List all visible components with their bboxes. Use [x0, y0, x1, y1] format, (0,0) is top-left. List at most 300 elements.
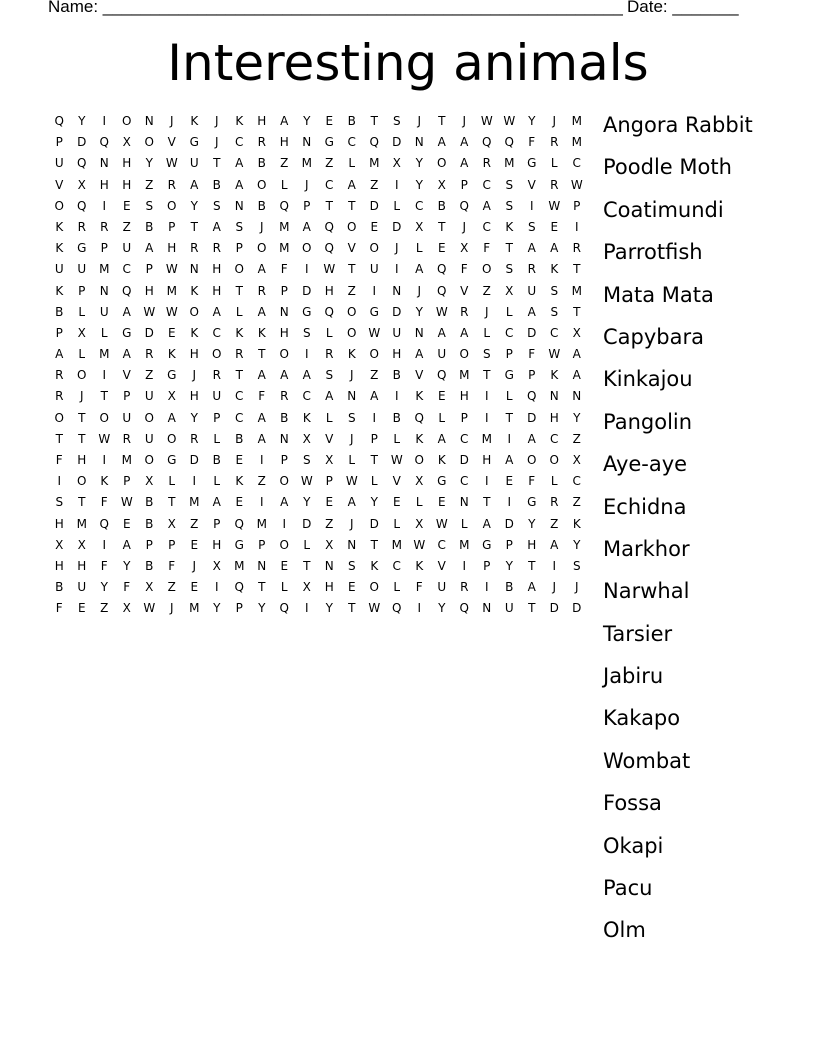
grid-letter: I [507, 431, 512, 446]
grid-letter: P [78, 283, 86, 298]
grid-letter: R [550, 135, 559, 150]
grid-letter: B [55, 304, 64, 319]
grid-letter: L [415, 495, 423, 510]
grid-letter: V [347, 241, 356, 256]
grid-letter: T [438, 114, 446, 128]
name-field-label: Name: _______________________________________________________ [48, 0, 623, 16]
grid-letter: Z [257, 474, 266, 489]
grid-letter: U [504, 601, 514, 616]
word-list-item: Pacu [603, 876, 653, 901]
grid-letter: D [369, 516, 379, 531]
grid-letter: G [302, 304, 312, 319]
grid-letter: M [189, 601, 200, 616]
grid-letter: H [212, 262, 222, 277]
grid-letter: A [460, 325, 469, 340]
grid-letter: I [462, 558, 467, 573]
grid-letter: F [258, 389, 266, 404]
grid-letter: A [415, 262, 424, 277]
grid-letter: H [167, 241, 177, 256]
grid-letter: I [529, 198, 534, 213]
grid-letter: T [483, 368, 491, 383]
grid-letter: A [145, 241, 154, 256]
grid-letter: Q [99, 135, 109, 150]
grid-letter: X [145, 474, 154, 489]
grid-letter: Q [122, 283, 132, 298]
grid-letter: E [392, 495, 401, 510]
grid-letter: H [324, 283, 334, 298]
grid-letter: H [212, 537, 222, 552]
grid-letter: D [392, 135, 402, 150]
grid-letter: K [235, 325, 244, 340]
grid-letter: V [392, 474, 401, 489]
word-list-item: Narwhal [603, 579, 690, 604]
grid-letter: A [167, 410, 176, 425]
grid-letter: O [122, 114, 132, 128]
grid-letter: U [77, 262, 87, 277]
grid-letter: X [77, 325, 86, 340]
grid-letter: Q [437, 262, 447, 277]
grid-letter: F [528, 347, 536, 362]
grid-letter: M [459, 537, 470, 552]
grid-letter: V [460, 283, 469, 298]
grid-letter: Z [145, 368, 154, 383]
grid-letter: X [167, 516, 176, 531]
word-list [603, 104, 753, 952]
grid-letter: E [190, 580, 199, 595]
grid-letter: P [145, 262, 153, 277]
grid-letter: X [77, 537, 86, 552]
grid-letter: A [370, 389, 379, 404]
grid-letter: D [504, 516, 514, 531]
grid-letter: I [394, 389, 399, 404]
grid-letter: Y [145, 156, 153, 171]
grid-letter: W [98, 431, 111, 446]
grid-letter: E [325, 114, 334, 128]
grid-letter: R [55, 368, 64, 383]
grid-letter: J [169, 114, 174, 128]
grid-letter: X [415, 516, 424, 531]
grid-letter: M [301, 156, 312, 171]
grid-letter: H [189, 389, 199, 404]
grid-letter: W [390, 453, 403, 467]
grid-letter: S [347, 410, 356, 425]
grid-letter: J [349, 431, 354, 446]
grid-letter: G [234, 537, 244, 552]
grid-letter: U [54, 262, 64, 277]
grid-letter: E [77, 601, 86, 616]
grid-letter: I [214, 580, 219, 595]
grid-letter: C [482, 219, 491, 234]
grid-letter: J [192, 558, 197, 573]
grid-letter: J [462, 114, 467, 128]
grid-letter: L [550, 474, 558, 489]
grid-letter: L [393, 516, 401, 531]
grid-letter: K [190, 325, 199, 340]
grid-letter: Z [370, 177, 379, 192]
grid-letter: G [527, 156, 537, 171]
grid-letter: H [54, 558, 64, 573]
grid-letter: P [168, 537, 176, 552]
grid-letter: A [212, 495, 221, 510]
grid-letter: R [167, 177, 176, 192]
grid-letter: I [102, 368, 107, 383]
grid-letter: M [166, 283, 177, 298]
grid-letter: K [415, 431, 424, 446]
grid-letter: N [482, 601, 492, 616]
grid-letter: F [528, 474, 536, 489]
grid-letter: G [527, 495, 537, 510]
grid-letter: L [483, 325, 491, 340]
grid-letter: G [482, 537, 492, 552]
grid-letter: O [144, 135, 154, 150]
grid-letter: Z [325, 516, 334, 531]
grid-letter: O [369, 580, 379, 595]
grid-letter: P [460, 410, 468, 425]
grid-letter: Z [122, 219, 131, 234]
grid-letter: Q [527, 389, 537, 404]
grid-letter: I [192, 474, 197, 489]
grid-letter: J [214, 114, 219, 128]
word-list-item: Mata Mata [603, 282, 714, 307]
grid-letter: T [213, 156, 221, 171]
grid-letter: N [99, 156, 109, 171]
grid-letter: H [77, 453, 87, 467]
grid-letter: Z [325, 156, 334, 171]
grid-letter: Z [370, 368, 379, 383]
grid-letter: P [483, 558, 491, 573]
grid-letter: N [189, 262, 199, 277]
grid-letter: G [437, 474, 447, 489]
grid-letter: F [280, 262, 288, 277]
grid-letter: Z [482, 283, 491, 298]
grid-letter: O [54, 198, 64, 213]
grid-letter: M [279, 241, 290, 256]
grid-letter: L [505, 304, 513, 319]
grid-letter: L [168, 474, 176, 489]
grid-letter: S [572, 558, 581, 573]
grid-letter: A [482, 198, 491, 213]
grid-letter: A [572, 368, 581, 383]
grid-letter: Z [190, 516, 199, 531]
grid-letter: K [550, 262, 559, 277]
grid-letter: Y [190, 198, 198, 213]
grid-letter: U [527, 283, 537, 298]
grid-letter: P [460, 177, 468, 192]
grid-letter: A [460, 135, 469, 150]
grid-letter: O [279, 474, 289, 489]
grid-letter: Q [369, 135, 379, 150]
grid-letter: U [144, 431, 154, 446]
grid-letter: J [349, 368, 354, 383]
grid-letter: X [415, 219, 424, 234]
grid-letter: B [257, 156, 266, 171]
grid-letter: K [572, 516, 581, 531]
grid-letter: Z [100, 601, 109, 616]
grid-letter: F [100, 495, 108, 510]
grid-letter: O [234, 262, 244, 277]
grid-letter: H [549, 410, 559, 425]
grid-letter: G [77, 241, 87, 256]
grid-letter: N [99, 283, 109, 298]
grid-letter: X [212, 558, 221, 573]
grid-letter: H [279, 325, 289, 340]
grid-letter: X [302, 431, 311, 446]
grid-letter: Y [415, 304, 423, 319]
grid-letter: C [460, 431, 469, 446]
grid-letter: X [460, 241, 469, 256]
grid-letter: S [505, 262, 514, 277]
grid-letter: W [120, 495, 133, 510]
grid-letter: K [235, 114, 244, 128]
grid-letter: T [573, 304, 581, 319]
grid-letter: A [437, 431, 446, 446]
grid-letter: S [145, 198, 154, 213]
grid-letter: X [325, 453, 334, 467]
word-list-item: Tarsier [603, 621, 673, 646]
grid-letter: U [212, 389, 222, 404]
grid-letter: N [279, 304, 289, 319]
grid-letter: R [235, 347, 244, 362]
grid-letter: G [167, 453, 177, 467]
grid-letter: I [57, 474, 62, 489]
grid-letter: S [505, 198, 514, 213]
grid-letter: A [302, 368, 311, 383]
word-list-item: Echidna [603, 494, 687, 519]
grid-letter: I [259, 453, 264, 467]
grid-letter: U [77, 580, 87, 595]
grid-letter: L [213, 431, 221, 446]
grid-letter: O [347, 304, 357, 319]
grid-letter: O [167, 198, 177, 213]
grid-letter: K [505, 219, 514, 234]
grid-letter: Z [167, 580, 176, 595]
grid-letter: I [484, 474, 489, 489]
grid-letter: L [325, 325, 333, 340]
grid-letter: A [257, 410, 266, 425]
grid-letter: M [189, 495, 200, 510]
grid-letter: Q [392, 601, 402, 616]
word-list-item: Wombat [603, 748, 691, 773]
grid-letter: X [122, 601, 131, 616]
grid-letter: F [528, 135, 536, 150]
grid-letter: K [167, 347, 176, 362]
grid-letter: B [145, 558, 154, 573]
grid-letter: I [102, 198, 107, 213]
grid-letter: C [550, 431, 559, 446]
grid-letter: T [258, 347, 266, 362]
grid-letter: S [392, 114, 401, 128]
grid-letter: T [303, 558, 311, 573]
grid-letter: P [370, 431, 378, 446]
word-list-item: Pangolin [603, 409, 693, 434]
grid-letter: Y [573, 410, 581, 425]
grid-letter: V [167, 135, 176, 150]
grid-letter: A [347, 177, 356, 192]
grid-letter: C [437, 537, 446, 552]
grid-letter: L [415, 241, 423, 256]
grid-letter: L [100, 325, 108, 340]
grid-letter: O [302, 241, 312, 256]
grid-letter: Y [78, 114, 86, 128]
grid-letter: D [549, 601, 559, 616]
grid-letter: F [168, 558, 176, 573]
grid-letter: I [507, 495, 512, 510]
grid-letter: O [549, 453, 559, 467]
grid-letter: F [460, 262, 468, 277]
grid-letter: K [550, 368, 559, 383]
grid-letter: T [258, 580, 266, 595]
grid-letter: C [460, 474, 469, 489]
grid-letter: I [259, 495, 264, 510]
grid-letter: E [550, 219, 559, 234]
grid-letter: L [460, 516, 468, 531]
grid-letter: H [99, 177, 109, 192]
grid-letter: Q [234, 516, 244, 531]
grid-letter: D [572, 601, 582, 616]
grid-letter: Z [550, 516, 559, 531]
grid-letter: D [302, 516, 312, 531]
grid-letter: E [347, 580, 356, 595]
grid-letter: G [504, 368, 514, 383]
grid-letter: K [55, 219, 64, 234]
grid-letter: H [279, 135, 289, 150]
grid-letter: Q [437, 368, 447, 383]
grid-letter: L [348, 453, 356, 467]
grid-letter: I [304, 262, 309, 277]
grid-letter: T [528, 601, 536, 616]
word-list-item: Kakapo [603, 706, 681, 731]
grid-letter: R [100, 219, 109, 234]
grid-letter: C [347, 135, 356, 150]
grid-letter: D [527, 325, 537, 340]
grid-letter: J [417, 283, 422, 298]
grid-letter: T [370, 537, 378, 552]
grid-letter: C [212, 325, 221, 340]
grid-letter: H [212, 283, 222, 298]
grid-letter: P [145, 537, 153, 552]
grid-letter: R [55, 389, 64, 404]
grid-letter: M [99, 262, 110, 277]
grid-letter: G [167, 368, 177, 383]
word-list-item: Fossa [603, 791, 662, 816]
grid-letter: C [505, 325, 514, 340]
grid-letter: X [167, 389, 176, 404]
grid-letter: W [165, 156, 178, 171]
grid-letter: N [257, 558, 267, 573]
grid-letter: Y [190, 410, 198, 425]
grid-letter: C [550, 325, 559, 340]
grid-letter: K [347, 347, 356, 362]
grid-letter: O [279, 537, 289, 552]
grid-letter: U [437, 580, 447, 595]
grid-letter: H [324, 580, 334, 595]
grid-letter: T [505, 241, 513, 256]
grid-letter: S [527, 219, 536, 234]
grid-letter: T [55, 431, 63, 446]
grid-letter: L [393, 198, 401, 213]
grid-letter: U [369, 262, 379, 277]
grid-letter: A [302, 219, 311, 234]
grid-letter: A [190, 177, 199, 192]
grid-letter: E [437, 389, 446, 404]
grid-letter: A [122, 537, 131, 552]
grid-letter: Y [438, 601, 446, 616]
grid-letter: B [212, 453, 221, 467]
grid-letter: O [167, 431, 177, 446]
grid-letter: M [459, 368, 470, 383]
grid-letter: B [392, 410, 401, 425]
grid-letter: O [279, 347, 289, 362]
grid-letter: I [394, 262, 399, 277]
grid-letter: L [280, 580, 288, 595]
grid-letter: F [415, 580, 423, 595]
grid-letter: P [258, 537, 266, 552]
grid-letter: A [550, 241, 559, 256]
grid-letter: X [437, 177, 446, 192]
grid-letter: Y [415, 177, 423, 192]
date-field-label: Date: _______ [627, 0, 739, 16]
grid-letter: I [484, 580, 489, 595]
grid-letter: K [100, 474, 109, 489]
grid-letter: Q [324, 304, 334, 319]
grid-letter: L [370, 474, 378, 489]
grid-letter: P [573, 198, 581, 213]
grid-letter: X [77, 177, 86, 192]
grid-letter: X [122, 135, 131, 150]
word-list-item: Coatimundi [603, 197, 724, 222]
grid-letter: E [235, 453, 244, 467]
grid-letter: S [550, 304, 559, 319]
grid-letter: C [392, 558, 401, 573]
grid-letter: M [279, 219, 290, 234]
grid-letter: P [168, 219, 176, 234]
grid-letter: R [550, 177, 559, 192]
grid-letter: P [100, 241, 108, 256]
grid-letter: S [325, 368, 334, 383]
grid-letter: F [55, 453, 63, 467]
grid-letter: N [347, 537, 357, 552]
grid-letter: I [304, 601, 309, 616]
grid-letter: Y [303, 495, 311, 510]
grid-letter: D [459, 453, 469, 467]
grid-letter: O [414, 453, 424, 467]
grid-letter: T [348, 601, 356, 616]
grid-letter: A [257, 368, 266, 383]
grid-letter: T [528, 558, 536, 573]
grid-letter: Q [279, 198, 289, 213]
grid-letter: M [571, 283, 582, 298]
word-list-item: Aye-aye [603, 452, 688, 477]
grid-letter: F [483, 241, 491, 256]
grid-letter: K [55, 241, 64, 256]
grid-letter: U [144, 389, 154, 404]
grid-letter: M [76, 516, 87, 531]
grid-letter: I [102, 453, 107, 467]
grid-letter: L [213, 474, 221, 489]
grid-letter: B [212, 177, 221, 192]
grid-letter: O [99, 410, 109, 425]
grid-letter: T [438, 219, 446, 234]
word-list-item: Okapi [603, 833, 664, 858]
grid-letter: T [370, 453, 378, 467]
grid-letter: T [505, 410, 513, 425]
grid-letter: U [437, 347, 447, 362]
grid-letter: X [325, 537, 334, 552]
grid-letter: E [190, 537, 199, 552]
grid-letter: M [369, 156, 380, 171]
grid-letter: D [392, 219, 402, 234]
grid-letter: E [325, 495, 334, 510]
